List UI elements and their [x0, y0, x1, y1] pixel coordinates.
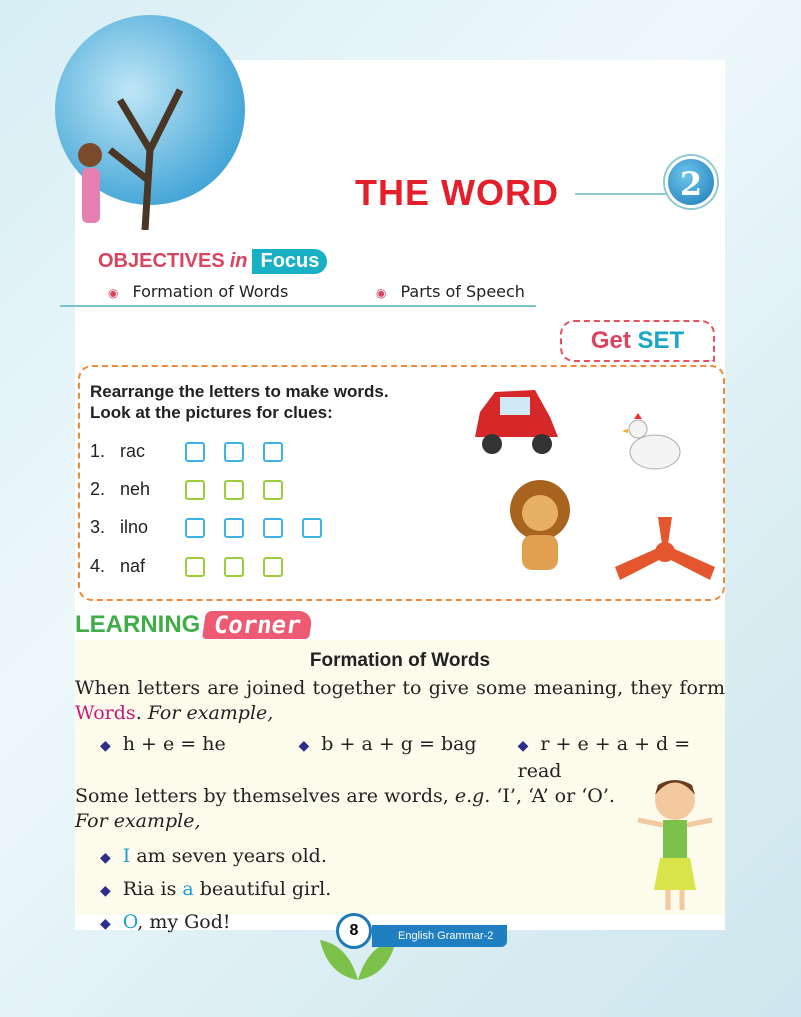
- list-item: ◆ I am seven years old.: [100, 845, 327, 867]
- letter-box[interactable]: [302, 518, 322, 538]
- objective-text: Formation of Words: [132, 282, 289, 301]
- lion-picture: [500, 475, 580, 575]
- diamond-bullet-icon: ◆: [298, 738, 310, 754]
- bullet-icon: ◉: [108, 286, 119, 300]
- letter-box[interactable]: [263, 557, 283, 577]
- list-item: ◆ Ria is a beautiful girl.: [100, 878, 332, 900]
- objective-item: [376, 282, 525, 301]
- exercise-row: 4. naf: [90, 556, 302, 577]
- letter-box[interactable]: [185, 518, 205, 538]
- letter-box[interactable]: [185, 480, 205, 500]
- learning-label: LEARNING: [75, 611, 201, 638]
- letter-box[interactable]: [224, 442, 244, 462]
- tree-girl-illustration: [60, 40, 200, 230]
- lesson-body: [75, 650, 725, 943]
- objectives-focus: Focus: [252, 249, 327, 274]
- chapter-number-badge: 2: [665, 156, 717, 208]
- example-list: ◆ h + e = he ◆ b + a + g = bag ◆ r + e + a + d = read: [100, 733, 691, 782]
- objectives-in: in: [229, 250, 248, 272]
- paragraph: Some letters by themselves are words, e.g. ‘I’, ‘A’ or ‘O’.: [75, 785, 615, 807]
- objective-item: [108, 282, 288, 301]
- sentence-list: [75, 844, 725, 937]
- exercise-box: [78, 365, 725, 601]
- get-set-header: [560, 320, 715, 362]
- page-number: 8: [336, 913, 372, 949]
- divider: [60, 305, 536, 307]
- letter-box[interactable]: [185, 557, 205, 577]
- letter-box[interactable]: [224, 480, 244, 500]
- learning-corner-header: [75, 611, 311, 639]
- letter-box[interactable]: [185, 442, 205, 462]
- get-label: Get: [590, 327, 631, 354]
- letter-box[interactable]: [263, 442, 283, 462]
- letter-box[interactable]: [263, 480, 283, 500]
- set-label: SET: [637, 327, 685, 354]
- objectives-label: OBJECTIVES: [98, 250, 225, 272]
- paragraph: Words. For example,: [75, 702, 274, 724]
- exercise-instruction: Rearrange the letters to make words. Look at the pictures for clues:: [90, 382, 389, 422]
- diamond-bullet-icon: ◆: [517, 738, 529, 754]
- letter-box[interactable]: [224, 557, 244, 577]
- girl-illustration: [630, 770, 720, 915]
- list-item: ◆ O, my God!: [100, 911, 231, 933]
- bullet-icon: ◉: [376, 286, 387, 300]
- fan-picture: [610, 512, 720, 592]
- exercise-row: 2. neh: [90, 479, 302, 500]
- paragraph: For example,: [75, 810, 201, 832]
- section-heading: Formation of Words: [309, 650, 491, 671]
- letter-box[interactable]: [224, 518, 244, 538]
- chapter-title: THE WORD: [355, 172, 559, 213]
- exercise-row: 3. ilno: [90, 517, 341, 538]
- objective-text: Parts of Speech: [400, 282, 525, 301]
- diamond-bullet-icon: ◆: [100, 738, 111, 754]
- corner-label: Corner: [202, 611, 313, 639]
- letter-box[interactable]: [263, 518, 283, 538]
- divider: [575, 193, 675, 195]
- book-title-banner: English Grammar-2: [372, 925, 507, 947]
- objectives-header: [88, 249, 327, 274]
- hen-picture: [620, 407, 690, 477]
- exercise-row: 1. rac: [90, 441, 302, 462]
- paragraph: When letters are joined together to give some meaning, they form: [75, 677, 725, 699]
- car-picture: [470, 382, 560, 462]
